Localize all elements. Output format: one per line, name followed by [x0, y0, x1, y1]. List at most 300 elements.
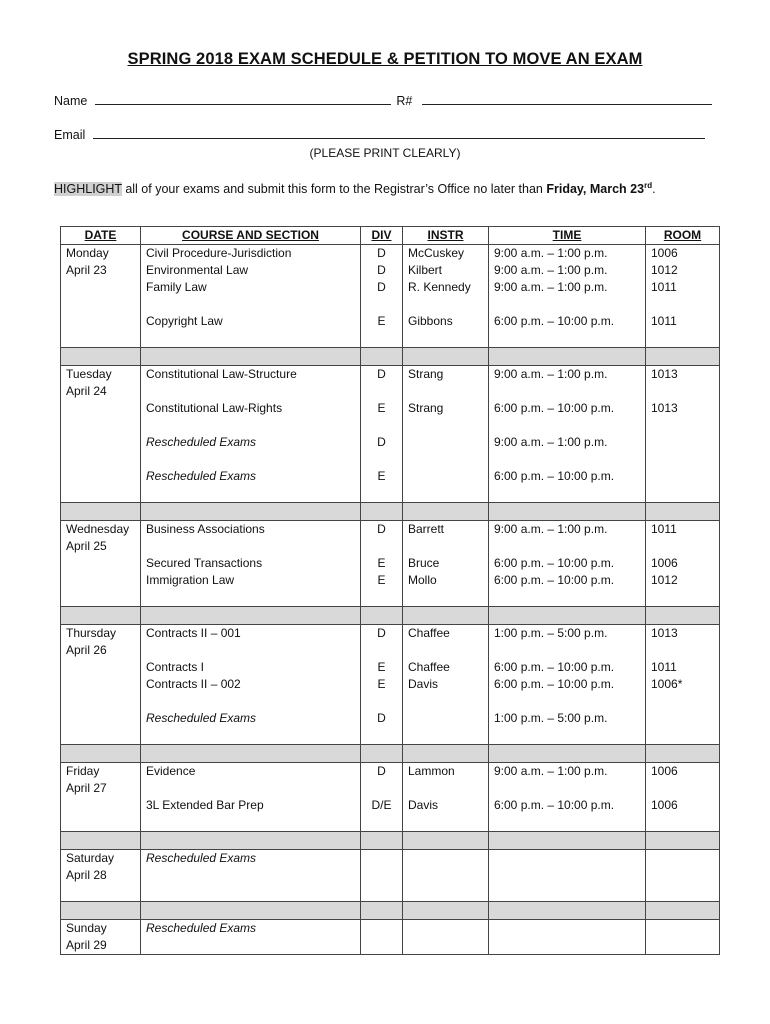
instr-cell [403, 745, 489, 763]
div-cell: D [361, 279, 403, 296]
date-cell: April 28 [61, 867, 141, 884]
course-cell: Constitutional Law-Structure [141, 366, 361, 384]
room-cell [646, 538, 720, 555]
date-cell: Friday [61, 763, 141, 781]
header-instr: INSTR [403, 227, 489, 245]
time-cell: 6:00 p.m. – 10:00 p.m. [489, 572, 646, 589]
instr-cell [403, 607, 489, 625]
table-row [61, 279, 720, 296]
time-cell [489, 330, 646, 348]
time-cell: 9:00 a.m. – 1:00 p.m. [489, 245, 646, 263]
course-cell: Contracts I [141, 659, 361, 676]
room-cell: 1006 [646, 245, 720, 263]
room-cell [646, 727, 720, 745]
table-row [61, 850, 720, 868]
course-cell [141, 417, 361, 434]
room-cell: 1006* [646, 676, 720, 693]
div-cell [361, 814, 403, 832]
instr-cell [403, 434, 489, 451]
time-cell: 9:00 a.m. – 1:00 p.m. [489, 366, 646, 384]
room-cell [646, 468, 720, 485]
date-cell: Wednesday [61, 521, 141, 539]
date-cell: Thursday [61, 625, 141, 643]
room-cell: 1013 [646, 366, 720, 384]
room-cell [646, 503, 720, 521]
div-cell [361, 607, 403, 625]
date-cell [61, 693, 141, 710]
div-cell [361, 503, 403, 521]
date-cell [61, 417, 141, 434]
time-cell: 6:00 p.m. – 10:00 p.m. [489, 659, 646, 676]
div-cell [361, 920, 403, 938]
time-cell [489, 383, 646, 400]
table-row [61, 780, 720, 797]
room-cell [646, 485, 720, 503]
date-cell [61, 468, 141, 485]
time-cell: 9:00 a.m. – 1:00 p.m. [489, 262, 646, 279]
room-cell: 1011 [646, 659, 720, 676]
time-cell: 6:00 p.m. – 10:00 p.m. [489, 400, 646, 417]
room-cell: 1012 [646, 262, 720, 279]
room-cell [646, 780, 720, 797]
course-cell [141, 538, 361, 555]
time-cell [489, 693, 646, 710]
room-cell [646, 296, 720, 313]
course-cell [141, 902, 361, 920]
date-cell [61, 884, 141, 902]
name-row [54, 92, 712, 108]
div-cell [361, 348, 403, 366]
time-cell: 1:00 p.m. – 5:00 p.m. [489, 710, 646, 727]
email-row [54, 126, 705, 142]
table-row [61, 521, 720, 539]
instr-cell: Chaffee [403, 659, 489, 676]
course-cell [141, 607, 361, 625]
time-cell [489, 296, 646, 313]
instr-cell [403, 710, 489, 727]
date-cell [61, 902, 141, 920]
table-row [61, 676, 720, 693]
instr-cell [403, 330, 489, 348]
room-cell: 1006 [646, 797, 720, 814]
name-field[interactable] [95, 92, 391, 105]
div-cell [361, 780, 403, 797]
time-cell: 6:00 p.m. – 10:00 p.m. [489, 676, 646, 693]
date-cell: April 23 [61, 262, 141, 279]
date-cell [61, 451, 141, 468]
rnum-field[interactable] [422, 92, 712, 105]
course-cell [141, 451, 361, 468]
room-cell [646, 710, 720, 727]
date-cell [61, 797, 141, 814]
time-cell [489, 417, 646, 434]
date-cell: April 24 [61, 383, 141, 400]
div-cell [361, 745, 403, 763]
instr-cell [403, 468, 489, 485]
day-separator-row [61, 503, 720, 521]
table-row [61, 625, 720, 643]
instr-cell: Kilbert [403, 262, 489, 279]
highlight-word: HIGHLIGHT [54, 182, 122, 197]
course-cell [141, 814, 361, 832]
room-cell: 1011 [646, 279, 720, 296]
instr-cell [403, 727, 489, 745]
table-row [61, 538, 720, 555]
div-cell: E [361, 400, 403, 417]
print-note: (PLEASE PRINT CLEARLY) [309, 146, 461, 160]
table-row [61, 400, 720, 417]
date-cell [61, 348, 141, 366]
course-cell [141, 884, 361, 902]
date-cell [61, 313, 141, 330]
instr-cell [403, 884, 489, 902]
time-cell: 9:00 a.m. – 1:00 p.m. [489, 521, 646, 539]
course-cell [141, 867, 361, 884]
time-cell: 9:00 a.m. – 1:00 p.m. [489, 763, 646, 781]
div-cell [361, 451, 403, 468]
time-cell [489, 832, 646, 850]
time-cell: 6:00 p.m. – 10:00 p.m. [489, 313, 646, 330]
room-cell: 1011 [646, 313, 720, 330]
room-cell: 1006 [646, 763, 720, 781]
rnum-label: R# [396, 94, 413, 108]
date-cell [61, 832, 141, 850]
div-cell: E [361, 555, 403, 572]
time-cell: 1:00 p.m. – 5:00 p.m. [489, 625, 646, 643]
date-cell: April 26 [61, 642, 141, 659]
date-cell [61, 607, 141, 625]
div-cell [361, 832, 403, 850]
room-cell: 1012 [646, 572, 720, 589]
day-separator-row [61, 832, 720, 850]
div-cell: E [361, 659, 403, 676]
email-label: Email [54, 128, 86, 142]
instr-cell [403, 850, 489, 868]
date-cell [61, 659, 141, 676]
table-row [61, 417, 720, 434]
date-cell [61, 589, 141, 607]
room-cell: 1006 [646, 555, 720, 572]
div-cell: D [361, 710, 403, 727]
course-cell [141, 503, 361, 521]
div-cell [361, 727, 403, 745]
name-label: Name [54, 94, 88, 108]
div-cell [361, 417, 403, 434]
room-cell [646, 745, 720, 763]
div-cell [361, 937, 403, 955]
room-cell [646, 434, 720, 451]
time-cell [489, 607, 646, 625]
instr-cell [403, 937, 489, 955]
date-cell: April 29 [61, 937, 141, 955]
date-cell [61, 330, 141, 348]
table-row [61, 572, 720, 589]
time-cell [489, 538, 646, 555]
course-cell: Contracts II – 001 [141, 625, 361, 643]
table-row [61, 383, 720, 400]
room-cell [646, 937, 720, 955]
instr-cell: R. Kennedy [403, 279, 489, 296]
room-cell [646, 589, 720, 607]
course-cell: Business Associations [141, 521, 361, 539]
room-cell [646, 330, 720, 348]
course-cell: 3L Extended Bar Prep [141, 797, 361, 814]
div-cell: D [361, 262, 403, 279]
instr-cell [403, 832, 489, 850]
date-cell [61, 400, 141, 417]
date-cell [61, 745, 141, 763]
table-row [61, 727, 720, 745]
instr-cell: Mollo [403, 572, 489, 589]
instr-cell [403, 538, 489, 555]
room-cell: 1011 [646, 521, 720, 539]
room-cell [646, 693, 720, 710]
div-cell [361, 589, 403, 607]
room-cell [646, 814, 720, 832]
instr-cell [403, 503, 489, 521]
div-cell: E [361, 468, 403, 485]
instr-cell: Davis [403, 797, 489, 814]
room-cell [646, 383, 720, 400]
table-header-row [61, 227, 720, 245]
header-time: TIME [489, 227, 646, 245]
instr-cell [403, 417, 489, 434]
time-cell: 9:00 a.m. – 1:00 p.m. [489, 434, 646, 451]
email-field[interactable] [93, 126, 705, 139]
course-cell [141, 330, 361, 348]
instr-cell: Bruce [403, 555, 489, 572]
table-row [61, 710, 720, 727]
course-cell [141, 485, 361, 503]
date-cell [61, 503, 141, 521]
course-cell: Immigration Law [141, 572, 361, 589]
time-cell: 6:00 p.m. – 10:00 p.m. [489, 555, 646, 572]
course-cell [141, 745, 361, 763]
course-cell [141, 937, 361, 955]
room-cell [646, 607, 720, 625]
course-cell: Family Law [141, 279, 361, 296]
date-cell [61, 434, 141, 451]
room-cell [646, 850, 720, 868]
table-row [61, 920, 720, 938]
instr-cell: Lammon [403, 763, 489, 781]
div-cell: D [361, 245, 403, 263]
time-cell [489, 920, 646, 938]
day-separator-row [61, 607, 720, 625]
room-cell [646, 884, 720, 902]
instr-cell: Barrett [403, 521, 489, 539]
course-cell: Copyright Law [141, 313, 361, 330]
course-cell [141, 693, 361, 710]
course-cell [141, 727, 361, 745]
div-cell: D/E [361, 797, 403, 814]
table-row [61, 642, 720, 659]
div-cell [361, 330, 403, 348]
time-cell [489, 902, 646, 920]
div-cell [361, 850, 403, 868]
course-cell: Contracts II – 002 [141, 676, 361, 693]
instr-cell [403, 867, 489, 884]
table-row [61, 797, 720, 814]
div-cell [361, 902, 403, 920]
table-row [61, 693, 720, 710]
table-row [61, 485, 720, 503]
div-cell: D [361, 434, 403, 451]
time-cell [489, 884, 646, 902]
course-cell [141, 383, 361, 400]
room-cell [646, 348, 720, 366]
header-div: DIV [361, 227, 403, 245]
div-cell: D [361, 625, 403, 643]
date-cell [61, 676, 141, 693]
table-row [61, 262, 720, 279]
date-cell [61, 555, 141, 572]
table-row [61, 937, 720, 955]
instr-cell: Chaffee [403, 625, 489, 643]
table-row [61, 814, 720, 832]
time-cell [489, 503, 646, 521]
date-cell [61, 814, 141, 832]
div-cell: D [361, 521, 403, 539]
instr-cell [403, 348, 489, 366]
course-cell: Rescheduled Exams [141, 468, 361, 485]
div-cell [361, 296, 403, 313]
instructions: HIGHLIGHT all of your exams and submit this form to the Registrar’s Office no later than Friday, March 23rd. [54, 181, 656, 197]
time-cell [489, 814, 646, 832]
course-cell: Rescheduled Exams [141, 434, 361, 451]
time-cell [489, 451, 646, 468]
table-row [61, 468, 720, 485]
time-cell: 6:00 p.m. – 10:00 p.m. [489, 797, 646, 814]
table-row [61, 313, 720, 330]
date-cell [61, 279, 141, 296]
time-cell [489, 867, 646, 884]
table-row [61, 366, 720, 384]
div-cell [361, 867, 403, 884]
room-cell [646, 867, 720, 884]
instr-cell [403, 296, 489, 313]
time-cell [489, 850, 646, 868]
room-cell [646, 902, 720, 920]
course-cell [141, 642, 361, 659]
date-cell: Saturday [61, 850, 141, 868]
date-cell: Tuesday [61, 366, 141, 384]
time-cell [489, 727, 646, 745]
instr-cell [403, 693, 489, 710]
table-row [61, 763, 720, 781]
div-cell [361, 383, 403, 400]
instr-cell [403, 814, 489, 832]
date-cell: April 27 [61, 780, 141, 797]
div-cell [361, 538, 403, 555]
date-cell [61, 710, 141, 727]
course-cell: Civil Procedure-Jurisdiction [141, 245, 361, 263]
course-cell [141, 832, 361, 850]
course-cell [141, 780, 361, 797]
time-cell [489, 642, 646, 659]
date-cell: Monday [61, 245, 141, 263]
div-cell: D [361, 366, 403, 384]
day-separator-row [61, 745, 720, 763]
course-cell: Rescheduled Exams [141, 920, 361, 938]
date-cell [61, 572, 141, 589]
instr-cell [403, 383, 489, 400]
instr-cell [403, 642, 489, 659]
div-cell: E [361, 313, 403, 330]
date-cell [61, 485, 141, 503]
instr-cell: Gibbons [403, 313, 489, 330]
div-cell: D [361, 763, 403, 781]
time-cell [489, 745, 646, 763]
course-cell [141, 348, 361, 366]
course-cell [141, 589, 361, 607]
room-cell: 1013 [646, 400, 720, 417]
date-cell: April 25 [61, 538, 141, 555]
header-date: DATE [61, 227, 141, 245]
day-separator-row [61, 902, 720, 920]
room-cell: 1013 [646, 625, 720, 643]
time-cell [489, 348, 646, 366]
course-cell: Environmental Law [141, 262, 361, 279]
time-cell: 9:00 a.m. – 1:00 p.m. [489, 279, 646, 296]
room-cell [646, 832, 720, 850]
instr-cell: Strang [403, 400, 489, 417]
page-title: SPRING 2018 EXAM SCHEDULE & PETITION TO MOVE AN EXAM [127, 50, 643, 68]
div-cell [361, 884, 403, 902]
div-cell [361, 485, 403, 503]
div-cell: E [361, 572, 403, 589]
time-cell [489, 780, 646, 797]
table-row [61, 659, 720, 676]
instr-cell: Davis [403, 676, 489, 693]
table-row [61, 555, 720, 572]
table-row [61, 867, 720, 884]
table-row [61, 330, 720, 348]
table-row [61, 245, 720, 263]
deadline: Friday, March 23rd [546, 181, 653, 197]
table-row [61, 296, 720, 313]
instr-cell [403, 451, 489, 468]
time-cell [489, 485, 646, 503]
instructions-text: all of your exams and submit this form to the Registrar’s Office no later than [121, 182, 547, 197]
date-cell: Sunday [61, 920, 141, 938]
header-room: ROOM [646, 227, 720, 245]
time-cell [489, 589, 646, 607]
div-cell [361, 642, 403, 659]
room-cell [646, 417, 720, 434]
day-separator-row [61, 348, 720, 366]
div-cell: E [361, 676, 403, 693]
div-cell [361, 693, 403, 710]
time-cell: 6:00 p.m. – 10:00 p.m. [489, 468, 646, 485]
instr-cell [403, 780, 489, 797]
table-row [61, 884, 720, 902]
instr-cell [403, 902, 489, 920]
instr-cell [403, 485, 489, 503]
table-row [61, 589, 720, 607]
exam-schedule-table [60, 226, 720, 955]
header-course: COURSE AND SECTION [141, 227, 361, 245]
table-row [61, 434, 720, 451]
time-cell [489, 937, 646, 955]
course-cell: Evidence [141, 763, 361, 781]
date-cell [61, 296, 141, 313]
room-cell [646, 451, 720, 468]
course-cell: Rescheduled Exams [141, 850, 361, 868]
course-cell: Secured Transactions [141, 555, 361, 572]
table-row [61, 451, 720, 468]
course-cell: Constitutional Law-Rights [141, 400, 361, 417]
